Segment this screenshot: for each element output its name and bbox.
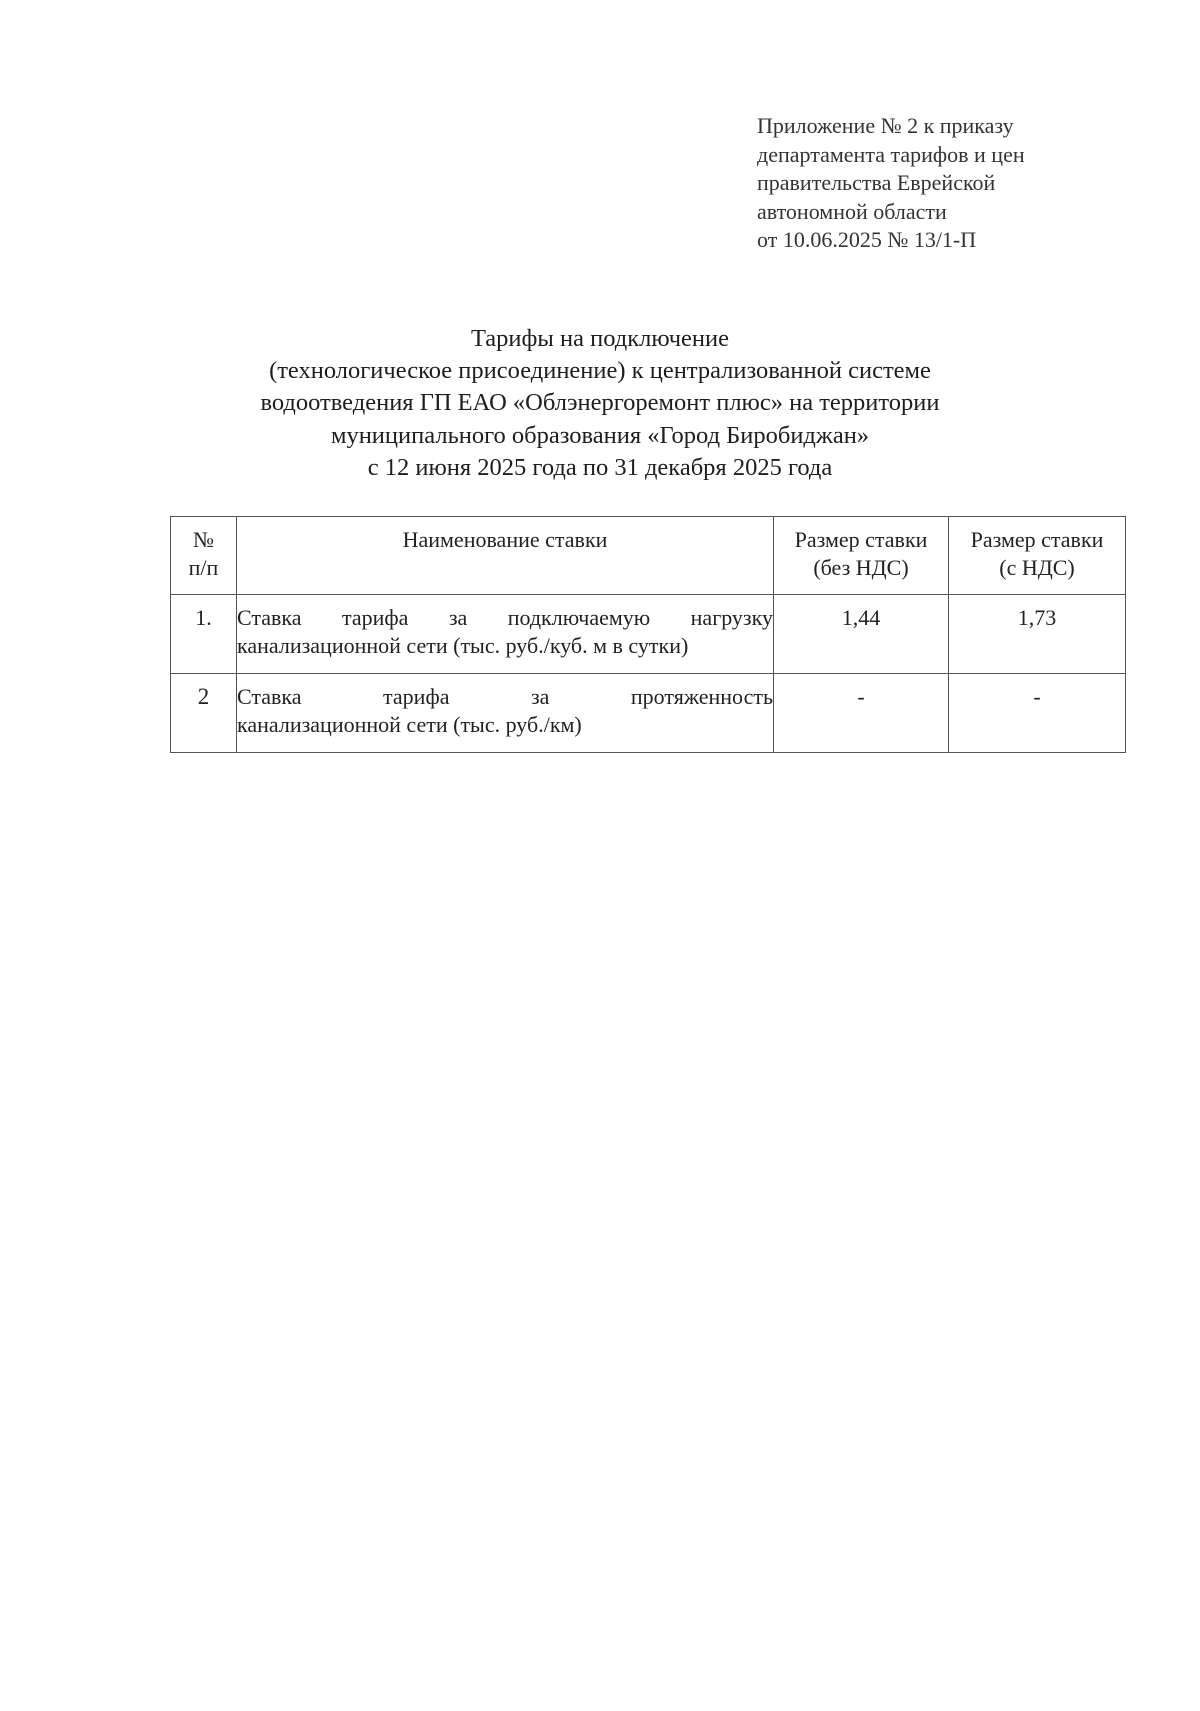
appendix-line: правительства Еврейской xyxy=(757,170,996,195)
row-rate-name-line1: Ставка тарифа за протяженность xyxy=(237,684,773,709)
header-rate-name-label: Наименование ставки xyxy=(402,527,608,552)
tariffs-table xyxy=(170,516,1126,753)
header-rate-vat-line2: (с НДС) xyxy=(999,555,1075,580)
row-number: 1. xyxy=(171,595,237,674)
row-rate-vat: - xyxy=(949,674,1126,753)
title-line: муниципального образования «Город Биробиджан» xyxy=(330,421,870,449)
title-line: с 12 июня 2025 года по 31 декабря 2025 года xyxy=(367,453,833,481)
document-title xyxy=(150,323,1050,484)
header-rate-no-vat-line1: Размер ставки xyxy=(794,527,928,552)
row-rate-name-line2: канализационной сети (тыс. руб./км) xyxy=(237,712,582,737)
header-rate-vat xyxy=(949,517,1126,595)
table-row xyxy=(171,595,1126,674)
table-row xyxy=(171,674,1126,753)
title-line: Тарифы на подключение xyxy=(470,325,730,352)
appendix-line: Приложение № 2 к приказу xyxy=(757,113,1014,138)
row-rate-name-line1: Ставка тарифа за подключаемую нагрузку xyxy=(237,605,773,630)
row-rate-vat: 1,73 xyxy=(949,595,1126,674)
row-rate-no-vat: - xyxy=(774,674,949,753)
header-number-line1: № xyxy=(193,527,214,552)
header-rate-no-vat xyxy=(774,517,949,595)
row-number: 2 xyxy=(171,674,237,753)
header-rate-name xyxy=(237,517,774,595)
row-rate-name-line2: канализационной сети (тыс. руб./куб. м в сутки) xyxy=(237,633,689,658)
appendix-line: от 10.06.2025 № 13/1-П xyxy=(757,227,977,252)
row-rate-name xyxy=(237,674,774,753)
appendix-line: департамента тарифов и цен xyxy=(757,141,1025,167)
header-number xyxy=(171,517,237,595)
appendix-line: автономной области xyxy=(757,198,947,224)
row-rate-no-vat: 1,44 xyxy=(774,595,949,674)
title-line: водоотведения ГП ЕАО «Облэнергоремонт плюс» на территории xyxy=(260,389,940,417)
header-number-line2: п/п xyxy=(188,555,219,580)
table-header-row xyxy=(171,517,1126,595)
header-rate-no-vat-line2: (без НДС) xyxy=(813,555,909,580)
header-rate-vat-line1: Размер ставки xyxy=(970,527,1104,552)
row-rate-name xyxy=(237,595,774,674)
appendix-block xyxy=(757,112,1157,255)
title-line: (технологическое присоединение) к централизованной системе xyxy=(269,357,931,385)
